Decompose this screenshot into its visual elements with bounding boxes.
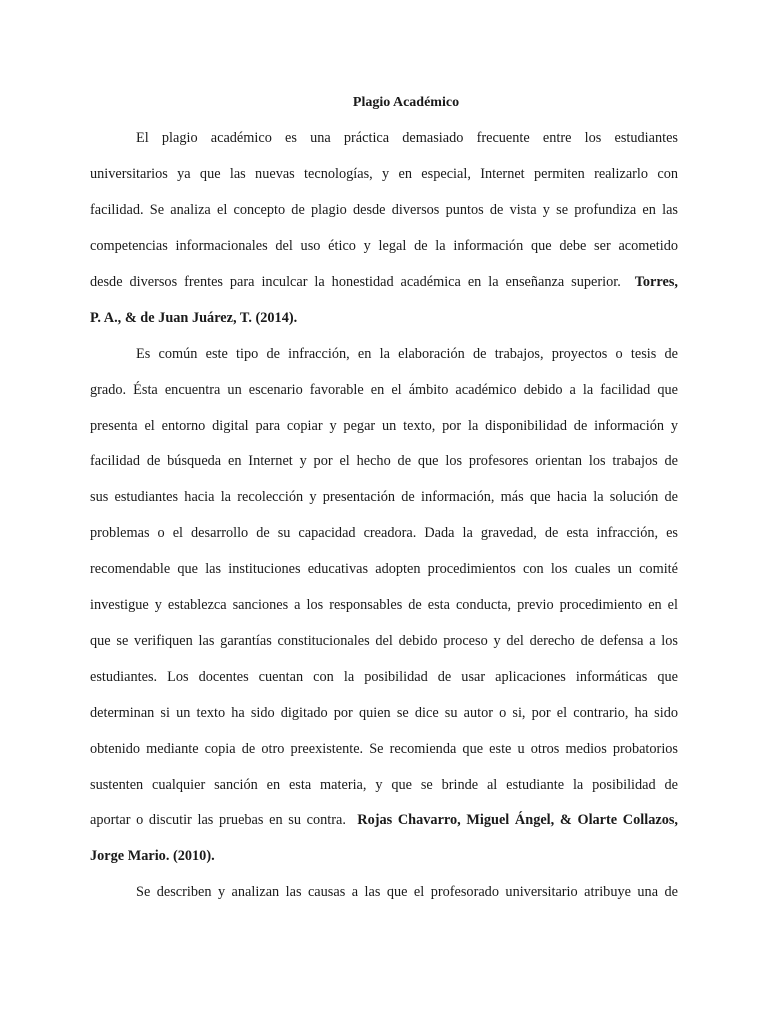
paragraph-2-line-2 xyxy=(90,380,678,400)
line-text: Es común este tipo de infracción, en la elaboración de trabajos, proyectos o tesis de xyxy=(136,346,678,362)
line-text: problemas o el desarrollo de su capacidad creadora. Dada la gravedad, de esta infracción, es xyxy=(90,525,678,541)
line-text: aportar o discutir las pruebas en su contra. xyxy=(90,812,346,828)
citation-torres-cont: P. A., & de Juan Juárez, T. (2014). xyxy=(90,310,298,326)
line-text: sustenten cualquier sanción en esta materia, y que se brinde al estudiante la posibilidad de xyxy=(90,777,678,793)
paragraph-2-line-9 xyxy=(90,631,678,651)
line-text: obtenido mediante copia de otro preexistente. Se recomienda que este u otros medios probatorios xyxy=(90,741,678,757)
line-text: competencias informacionales del uso ético y legal de la información que debe ser acometido xyxy=(90,238,678,254)
line-text: determinan si un texto ha sido digitado por quien se dice su autor o si, por el contrario, ha sido xyxy=(90,705,678,721)
line-text: que se verifiquen las garantías constitucionales del debido proceso y del derecho de defensa a los xyxy=(90,633,678,649)
line-text: facilidad. Se analiza el concepto de plagio desde diversos puntos de vista y se profundiza en las xyxy=(90,202,678,218)
citation-rojas: Rojas Chavarro, Miguel Ángel, & Olarte Collazos, xyxy=(357,812,678,828)
line-text: presenta el entorno digital para copiar y pegar un texto, por la disponibilidad de información y xyxy=(90,418,678,434)
paragraph-1-line-3 xyxy=(90,200,678,220)
line-text: desde diversos frentes para inculcar la honestidad académica en la enseñanza superior. xyxy=(90,274,621,290)
paragraph-2-line-5 xyxy=(90,487,678,507)
paragraph-2-line-6 xyxy=(90,523,678,543)
paragraph-2-line-14 xyxy=(90,810,678,830)
paragraph-3-line-1 xyxy=(136,882,678,902)
line-text: universitarios ya que las nuevas tecnologías, y en especial, Internet permiten realizarlo con xyxy=(90,166,678,182)
paragraph-1-line-5 xyxy=(90,272,678,292)
paragraph-2-line-3 xyxy=(90,416,678,436)
paragraph-1-line-6 xyxy=(90,308,297,328)
paragraph-1-line-4 xyxy=(90,236,678,256)
paragraph-2-line-13 xyxy=(90,775,678,795)
paragraph-2-line-10 xyxy=(90,667,678,687)
line-text: estudiantes. Los docentes cuentan con la posibilidad de usar aplicaciones informáticas que xyxy=(90,669,678,685)
paragraph-2-line-15 xyxy=(90,846,215,866)
paragraph-2-line-11 xyxy=(90,703,678,723)
paragraph-1-line-2 xyxy=(90,164,678,184)
document-title: Plagio Académico xyxy=(352,95,460,110)
paragraph-2-line-4 xyxy=(90,451,678,471)
line-text: Se describen y analizan las causas a las que el profesorado universitario atribuye una de xyxy=(136,884,678,900)
paragraph-2-line-7 xyxy=(90,559,678,579)
paragraph-2-line-8 xyxy=(90,595,678,615)
line-text: investigue y establezca sanciones a los responsables de esta conducta, previo procedimiento en el xyxy=(90,597,678,613)
line-text: recomendable que las instituciones educativas adopten procedimientos con los cuales un comité xyxy=(90,561,678,577)
line-text: sus estudiantes hacia la recolección y presentación de información, más que hacia la solución de xyxy=(90,489,678,505)
line-text: grado. Ésta encuentra un escenario favorable en el ámbito académico debido a la facilidad que xyxy=(90,382,678,398)
paragraph-2-line-12 xyxy=(90,739,678,759)
paragraph-1-line-1 xyxy=(136,128,678,148)
line-text: El plagio académico es una práctica demasiado frecuente entre los estudiantes xyxy=(136,130,678,146)
paragraph-2-line-1 xyxy=(136,344,678,364)
citation-torres: Torres, xyxy=(634,274,678,290)
line-text: facilidad de búsqueda en Internet y por el hecho de que los profesores orientan los trabajos de xyxy=(90,453,678,469)
citation-rojas-cont: Jorge Mario. (2010). xyxy=(90,848,215,864)
